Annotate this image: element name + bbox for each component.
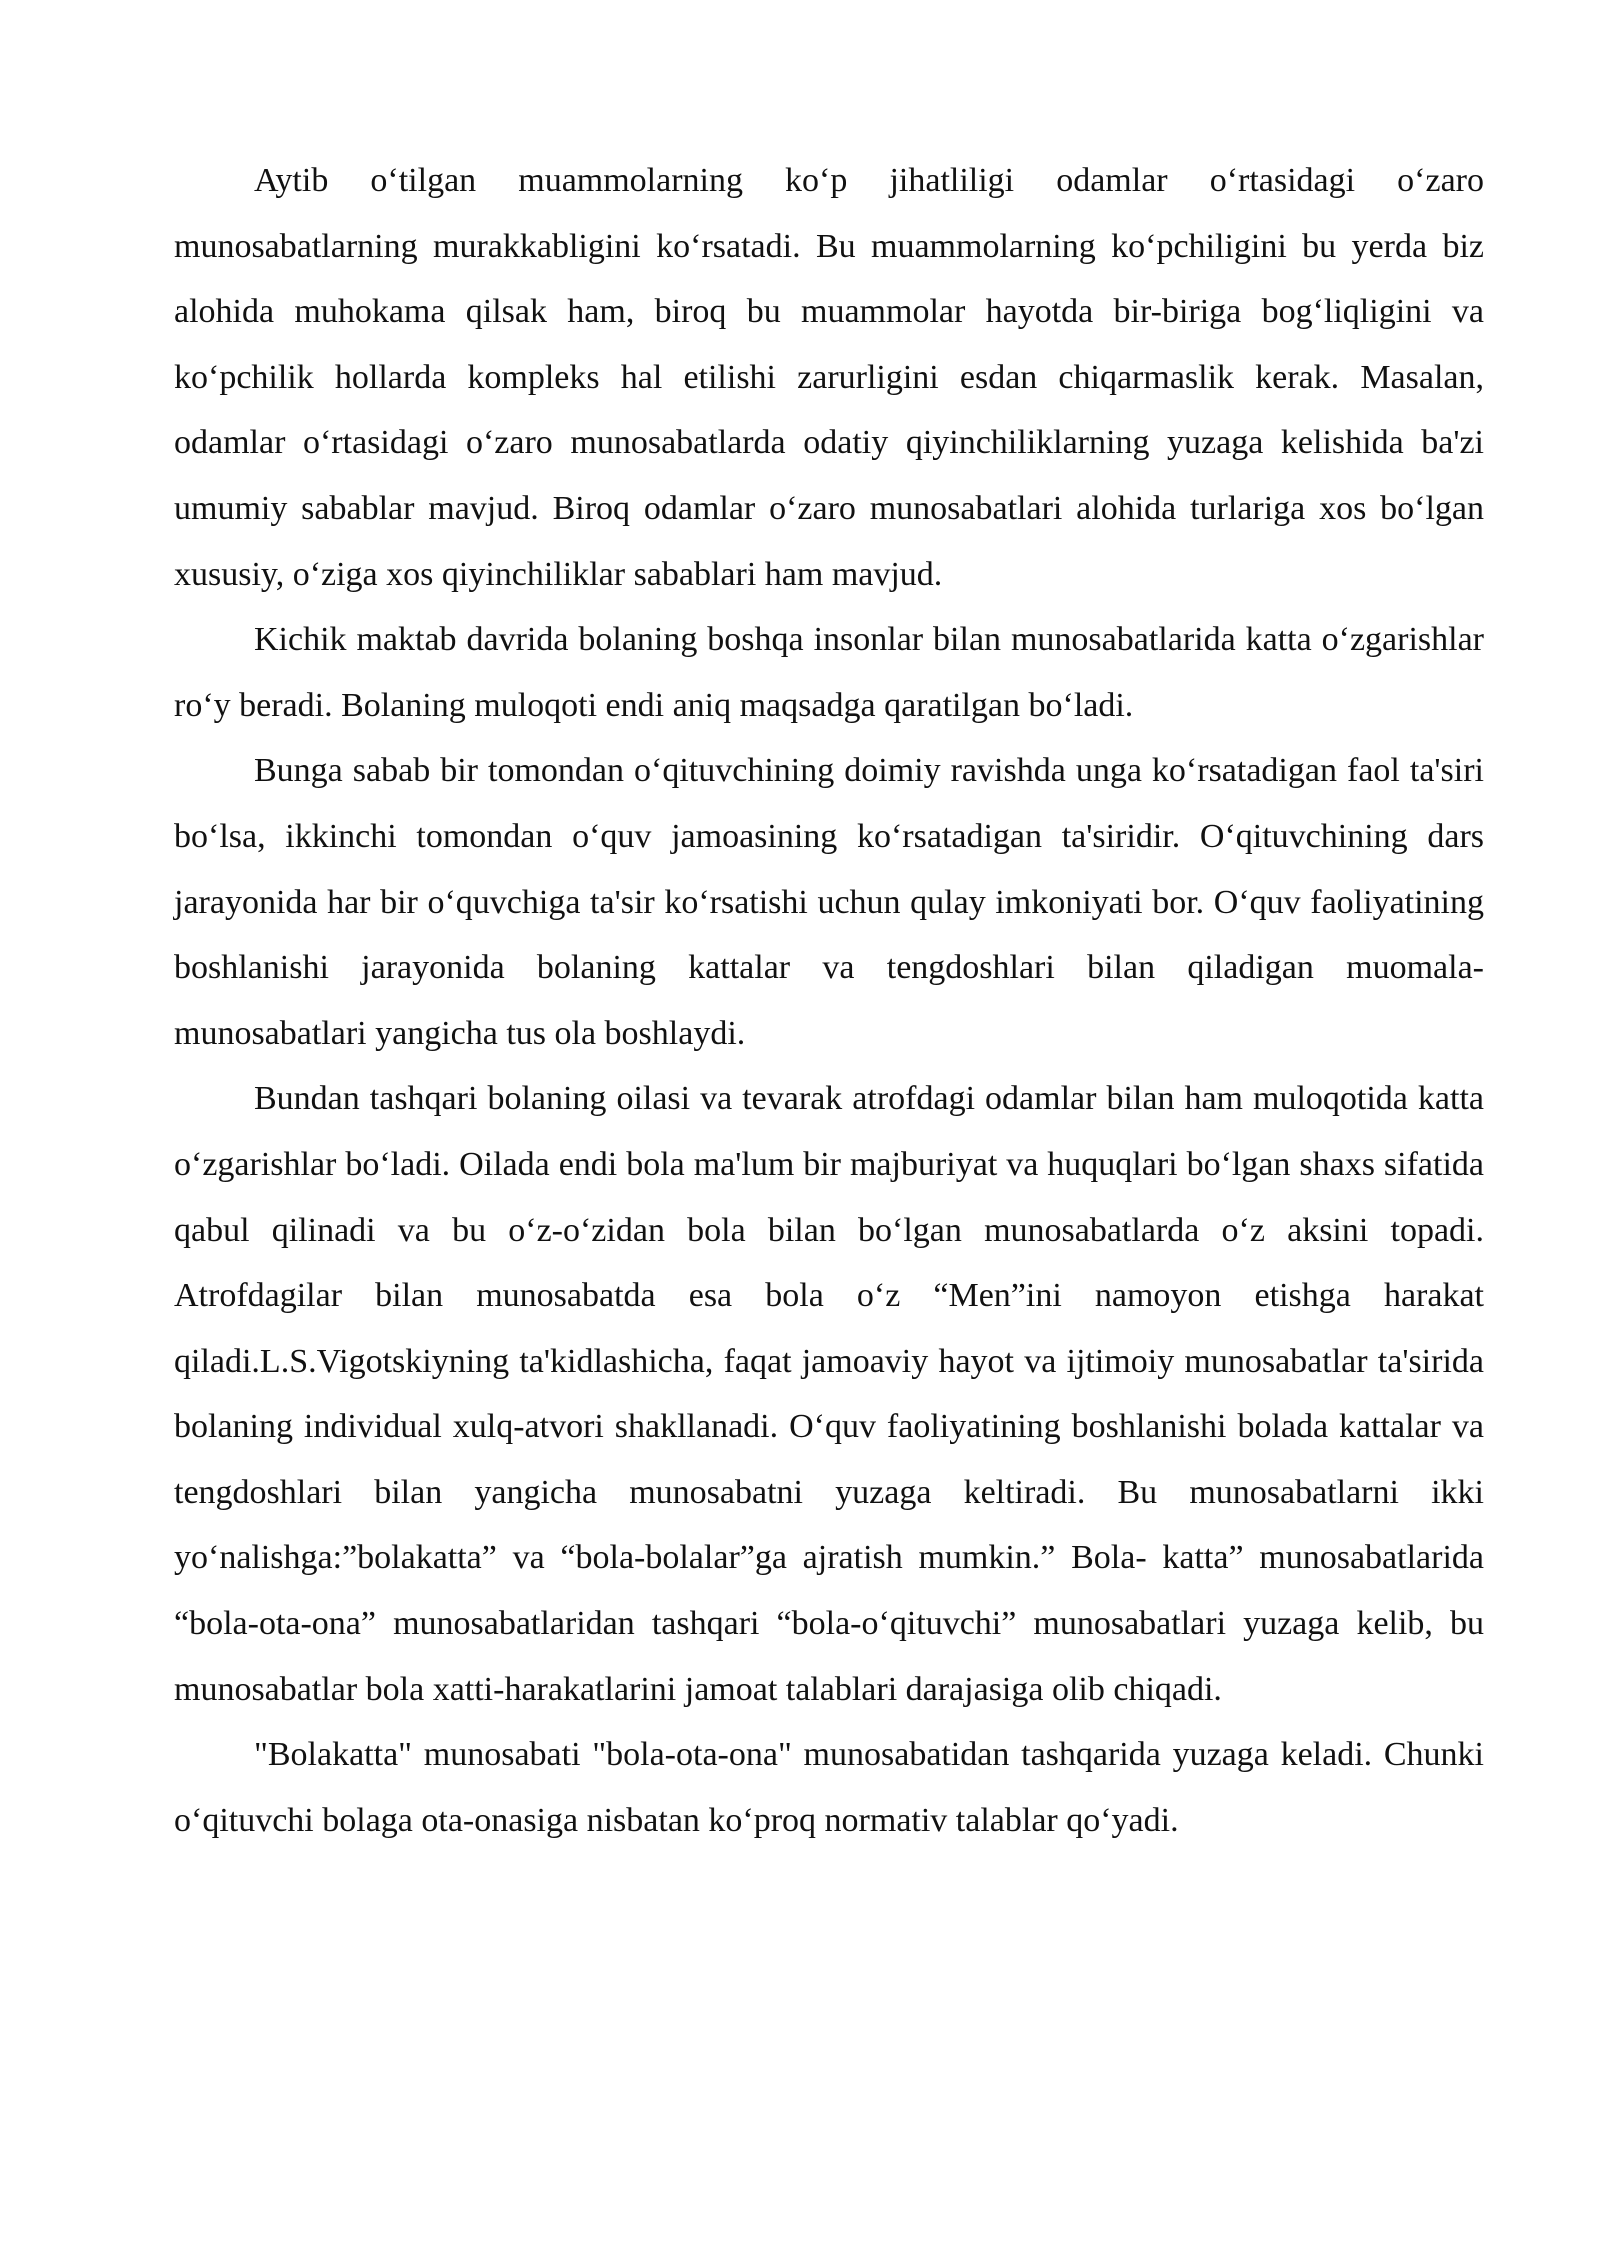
document-body (174, 148, 1484, 1853)
paragraph: Bunga sabab bir tomondan o‘qituvchining doimiy ravishda unga ko‘rsatadigan faol ta'siri bo‘lsa, ikkinchi tomondan o‘quv jamoasining ko‘rsatadigan ta'siridir. O‘qituvchining dars jarayonida har bir o‘quvchiga ta'sir ko‘rsatishi uchun qulay imkoniyati bor. O‘quv faoliyatining boshlanishi jarayonida bolaning kattalar va tengdoshlari bilan qiladigan muomala-munosabatlari yangicha tus ola boshlaydi. (174, 752, 1484, 1052)
paragraph: Bundan tashqari bolaning oilasi va tevarak atrofdagi odamlar bilan ham muloqotida katta o‘zgarishlar bo‘ladi. Oilada endi bola ma'lum bir majburiyat va huquqlari bo‘lgan shaxs sifatida qabul qilinadi va bu o‘z-o‘zidan bola bilan bo‘lgan munosabatlarda o‘z aksini topadi. Atrofdagilar bilan munosabatda esa bola o‘z “Men”ini namoyon etishga harakat qiladi.L.S.Vigotskiyning ta'kidlashicha, faqat jamoaviy hayot va ijtimoiy munosabatlar ta'sirida bolaning individual xulq-atvori shakllanadi. O‘quv faoliyatining boshlanishi bolada kattalar va tengdoshlari bilan yangicha munosabatni yuzaga keltiradi. Bu munosabatlarni ikki yo‘nalishga:”bolakatta” va “bola-bolalar”ga ajratish mumkin.” Bola- katta” munosabatlarida “bola-ota-ona” munosabatlaridan tashqari “bola-o‘qituvchi” munosabatlari yuzaga kelib, bu munosabatlar bola xatti-harakatlarini jamoat talablari darajasiga olib chiqadi. (174, 1080, 1484, 1708)
paragraph: Kichik maktab davrida bolaning boshqa insonlar bilan munosabatlarida katta o‘zgarishlar ro‘y beradi. Bolaning muloqoti endi aniq maqsadga qaratilgan bo‘ladi. (174, 621, 1484, 724)
paragraph: "Bolakatta" munosabati "bola-ota-ona" munosabatidan tashqarida yuzaga keladi. Chunki o‘qituvchi bolaga ota-onasiga nisbatan ko‘proq normativ talablar qo‘yadi. (174, 1736, 1484, 1839)
paragraph: Aytib o‘tilgan muammolarning ko‘p jihatliligi odamlar o‘rtasidagi o‘zaro munosabatlarning murakkabligini ko‘rsatadi. Bu muammolarning ko‘pchiligini bu yerda biz alohida muhokama qilsak ham, biroq bu muammolar hayotda bir-biriga bog‘liqligini va ko‘pchilik hollarda kompleks hal etilishi zarurligini esdan chiqarmaslik kerak. Masalan, odamlar o‘rtasidagi o‘zaro munosabatlarda odatiy qiyinchiliklarning yuzaga kelishida ba'zi umumiy sabablar mavjud. Biroq odamlar o‘zaro munosabatlari alohida turlariga xos bo‘lgan xususiy, o‘ziga xos qiyinchiliklar sabablari ham mavjud. (174, 162, 1484, 593)
